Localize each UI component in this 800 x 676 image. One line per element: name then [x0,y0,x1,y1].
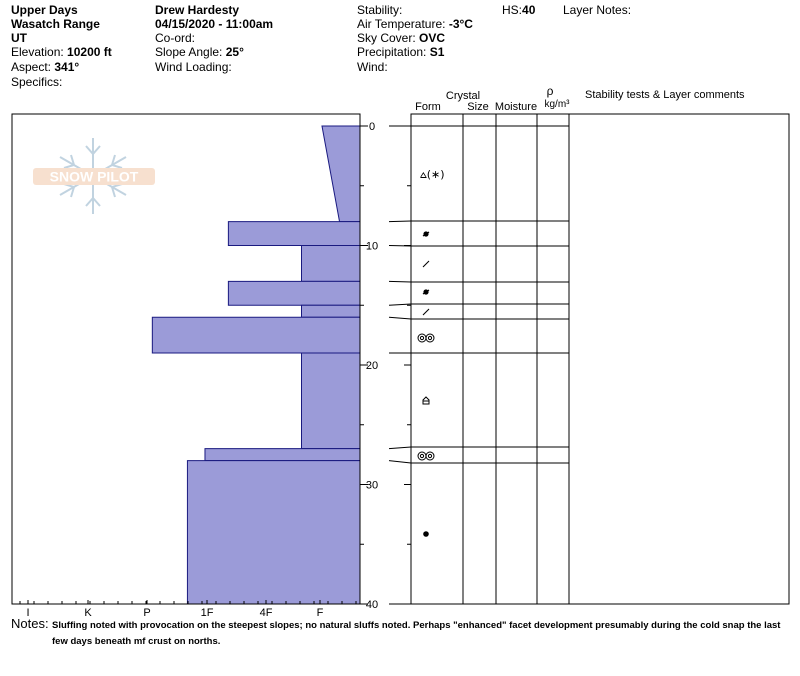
layer-table-frame [411,114,789,604]
hardness-tick-label: 4F [259,607,273,619]
state: UT [11,31,27,45]
hardness-tick-label: 1F [200,607,214,619]
sky-label: Sky Cover: [357,31,416,45]
precip-particles-rounding-icon [420,168,445,181]
layer-connector [389,281,411,282]
hs-label: HS: [502,3,523,17]
layer-connector [389,447,411,449]
hardness-tick-label: P [143,607,151,619]
hardness-bar-5 [152,317,360,353]
density-unit: kg/m³ [544,99,570,110]
hs-value: 40 [522,3,536,17]
hardness-bar-7 [205,449,360,461]
decomposing-fragments-icon [423,309,429,315]
depth-tick-label: 20 [365,360,379,372]
depth-axis [360,121,411,611]
crystal-header: Crystal [445,90,481,102]
datetime: 04/15/2020 - 11:00am [155,17,274,31]
observer: Drew Hardesty [155,3,240,17]
layer-boundaries [389,126,569,604]
slope-label: Slope Angle: [155,45,223,59]
mountain-range: Wasatch Range [11,17,100,31]
elevation-label: Elevation: [11,45,64,59]
logo-text: SNOW PILOT [49,168,139,185]
hardness-bar-0 [322,126,360,222]
sky-value: OVC [419,31,446,45]
decomposing-fragments-icon [423,261,429,267]
melt-forms-icon [418,334,434,342]
hardness-bar-2 [302,246,361,282]
elevation-value: 10200 ft [67,45,112,59]
layer-connector [389,246,411,247]
specifics-label: Specifics: [11,75,63,89]
hardness-bar-4 [302,305,361,317]
depth-tick-label: 10 [365,240,379,253]
precip-value: S1 [429,45,445,59]
notes-label: Notes: [11,616,49,631]
hardness-profile [152,126,360,604]
air-temp-value: -3°C [448,17,473,31]
notes-text: Sluffing noted with provocation on the steepest slopes; no natural sluffs noted. Perhaps "enhanced" facet development presumably during the cold snap the last few days beneath mf crust on norths. [52,620,781,647]
hardness-bar-3 [228,281,360,305]
melt-freeze-crust-icon [423,231,429,236]
aspect-value: 341° [54,60,80,74]
layer-connector [389,317,411,319]
layer-notes-label: Layer Notes: [563,3,632,17]
stability-label: Stability: [357,3,403,17]
hardness-tick-label: K [84,607,92,619]
hardness-tick-label: I [26,607,30,619]
air-temp-label: Air Temperature: [357,17,446,31]
depth-tick-label: 0 [368,121,376,133]
melt-forms-icon [418,452,434,460]
coord-label: Co-ord: [155,31,196,45]
depth-tick-label: 40 [365,599,379,611]
wind-loading-label: Wind Loading: [155,60,232,74]
precip-label: Precipitation: [357,45,427,59]
layer-connector [389,221,411,222]
depth-hoar-icon [423,397,429,404]
rounded-grains-icon [423,531,429,537]
form-header: Form [415,101,441,113]
depth-tick-label: 30 [365,479,379,492]
hardness-bar-8 [187,461,360,604]
hardness-bar-1 [228,222,360,246]
size-header: Size [467,101,489,113]
layer-connector [389,461,411,463]
wind-label: Wind: [357,60,388,74]
snowpilot-logo [33,138,155,214]
slope-value: 25° [225,45,244,59]
melt-freeze-crust-icon [423,289,429,294]
location-name: Upper Days [11,3,78,17]
aspect-label: Aspect: [11,60,52,74]
density-symbol: ρ [546,84,554,98]
comments-header: Stability tests & Layer comments [585,89,745,101]
hardness-tick-label: F [316,607,324,619]
moisture-header: Moisture [494,101,538,113]
crystal-forms [418,168,445,537]
crystal-glyph: ⩟(∗) [420,168,445,181]
hardness-bar-6 [302,353,361,449]
